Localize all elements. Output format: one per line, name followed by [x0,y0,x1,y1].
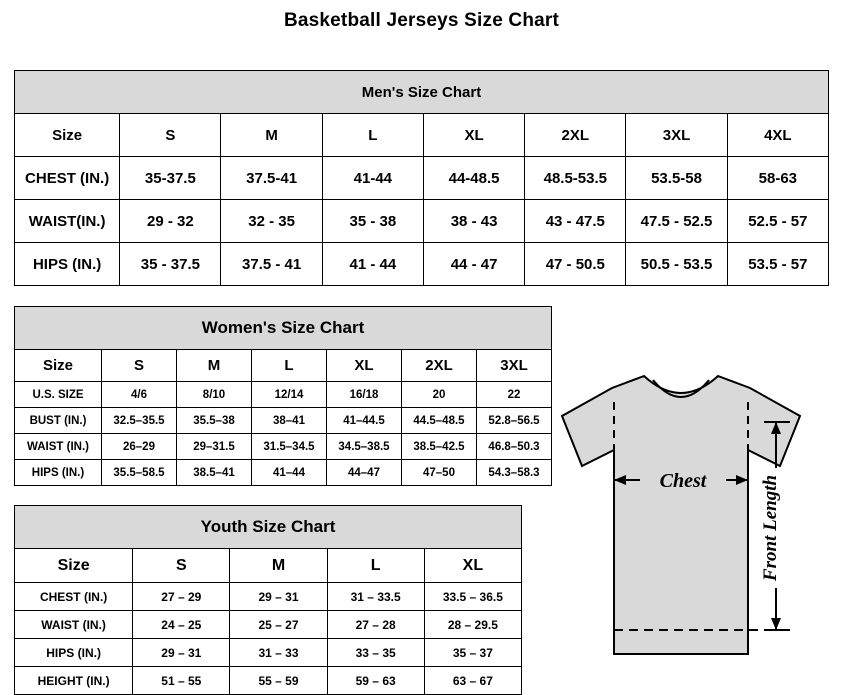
header-size: Size [15,549,133,583]
cell-hips-xl: 35 – 37 [424,639,521,667]
header-size: Size [15,114,120,157]
cell-waist-2xl: 38.5–42.5 [402,434,477,460]
header-size-3xl: 3XL [477,350,552,382]
table-row [15,611,522,639]
cell-us-size-l: 12/14 [252,382,327,408]
front-length-label: Front Length [760,474,781,582]
cell-waist-3xl: 46.8–50.3 [477,434,552,460]
table-row [15,583,522,611]
cell-chest-s: 35-37.5 [120,157,221,200]
table-row [15,408,552,434]
cell-chest-m: 29 – 31 [230,583,327,611]
table-row [15,200,829,243]
cell-chest-4xl: 58-63 [727,157,828,200]
header-size-2xl: 2XL [525,114,626,157]
cell-chest-xl: 33.5 – 36.5 [424,583,521,611]
header-size-l: L [327,549,424,583]
cell-bust-3xl: 52.8–56.5 [477,408,552,434]
table-header-row [15,114,829,157]
cell-bust-l: 38–41 [252,408,327,434]
row-label-waist: WAIST(IN.) [15,200,120,243]
cell-bust-m: 35.5–38 [177,408,252,434]
header-size-4xl: 4XL [727,114,828,157]
cell-waist-l: 27 – 28 [327,611,424,639]
cell-waist-xl: 28 – 29.5 [424,611,521,639]
cell-hips-xl: 44 - 47 [423,243,524,286]
row-label-waist: WAIST (IN.) [15,611,133,639]
table-row [15,382,552,408]
cell-waist-l: 35 - 38 [322,200,423,243]
cell-waist-l: 31.5–34.5 [252,434,327,460]
womens-chart-title: Women's Size Chart [15,307,552,350]
table-caption-row [15,506,522,549]
cell-hips-2xl: 47–50 [402,460,477,486]
cell-hips-2xl: 47 - 50.5 [525,243,626,286]
cell-waist-s: 26–29 [102,434,177,460]
header-size-xl: XL [423,114,524,157]
row-label-height: HEIGHT (IN.) [15,667,133,695]
womens-size-table [14,306,552,486]
cell-waist-xl: 34.5–38.5 [327,434,402,460]
header-size-2xl: 2XL [402,350,477,382]
cell-us-size-3xl: 22 [477,382,552,408]
cell-waist-xl: 38 - 43 [423,200,524,243]
header-size-s: S [133,549,230,583]
cell-us-size-s: 4/6 [102,382,177,408]
cell-height-xl: 63 – 67 [424,667,521,695]
cell-hips-s: 29 – 31 [133,639,230,667]
chest-label: Chest [659,470,707,492]
header-size-l: L [322,114,423,157]
youth-size-table [14,505,522,695]
row-label-hips: HIPS (IN.) [15,243,120,286]
cell-us-size-2xl: 20 [402,382,477,408]
cell-hips-3xl: 50.5 - 53.5 [626,243,727,286]
cell-chest-2xl: 48.5-53.5 [525,157,626,200]
cell-waist-m: 25 – 27 [230,611,327,639]
header-size-s: S [102,350,177,382]
cell-hips-m: 31 – 33 [230,639,327,667]
row-label-us-size: U.S. SIZE [15,382,102,408]
cell-hips-l: 41–44 [252,460,327,486]
cell-chest-l: 41-44 [322,157,423,200]
mens-size-table [14,70,829,286]
table-header-row [15,350,552,382]
header-size-xl: XL [327,350,402,382]
header-size-l: L [252,350,327,382]
mens-chart-title: Men's Size Chart [15,71,829,114]
cell-hips-l: 41 - 44 [322,243,423,286]
cell-hips-m: 38.5–41 [177,460,252,486]
cell-height-s: 51 – 55 [133,667,230,695]
row-label-chest: CHEST (IN.) [15,583,133,611]
cell-chest-xl: 44-48.5 [423,157,524,200]
youth-chart-title: Youth Size Chart [15,506,522,549]
header-size-m: M [221,114,322,157]
mens-size-chart [14,70,829,281]
row-label-hips: HIPS (IN.) [15,639,133,667]
cell-chest-s: 27 – 29 [133,583,230,611]
cell-hips-xl: 44–47 [327,460,402,486]
cell-waist-m: 29–31.5 [177,434,252,460]
header-size-3xl: 3XL [626,114,727,157]
cell-chest-3xl: 53.5-58 [626,157,727,200]
row-label-bust: BUST (IN.) [15,408,102,434]
cell-us-size-xl: 16/18 [327,382,402,408]
table-caption-row [15,71,829,114]
cell-height-m: 55 – 59 [230,667,327,695]
header-size-m: M [230,549,327,583]
cell-hips-s: 35 - 37.5 [120,243,221,286]
row-label-chest: CHEST (IN.) [15,157,120,200]
cell-bust-xl: 41–44.5 [327,408,402,434]
row-label-hips: HIPS (IN.) [15,460,102,486]
cell-waist-m: 32 - 35 [221,200,322,243]
table-row [15,434,552,460]
table-caption-row [15,307,552,350]
cell-hips-s: 35.5–58.5 [102,460,177,486]
table-row [15,639,522,667]
table-row [15,157,829,200]
cell-waist-s: 24 – 25 [133,611,230,639]
row-label-waist: WAIST (IN.) [15,434,102,460]
cell-bust-s: 32.5–35.5 [102,408,177,434]
shirt-measurement-diagram [552,358,837,678]
cell-waist-2xl: 43 - 47.5 [525,200,626,243]
womens-size-chart [14,306,551,482]
cell-us-size-m: 8/10 [177,382,252,408]
header-size-xl: XL [424,549,521,583]
header-size-m: M [177,350,252,382]
cell-hips-l: 33 – 35 [327,639,424,667]
cell-chest-m: 37.5-41 [221,157,322,200]
table-header-row [15,549,522,583]
cell-height-l: 59 – 63 [327,667,424,695]
table-row [15,460,552,486]
table-row [15,243,829,286]
cell-waist-3xl: 47.5 - 52.5 [626,200,727,243]
header-size: Size [15,350,102,382]
cell-waist-4xl: 52.5 - 57 [727,200,828,243]
cell-waist-s: 29 - 32 [120,200,221,243]
cell-bust-2xl: 44.5–48.5 [402,408,477,434]
page-title: Basketball Jerseys Size Chart [283,10,560,31]
youth-size-chart [14,505,522,688]
cell-chest-l: 31 – 33.5 [327,583,424,611]
cell-hips-3xl: 54.3–58.3 [477,460,552,486]
cell-hips-m: 37.5 - 41 [221,243,322,286]
header-size-s: S [120,114,221,157]
table-row [15,667,522,695]
cell-hips-4xl: 53.5 - 57 [727,243,828,286]
